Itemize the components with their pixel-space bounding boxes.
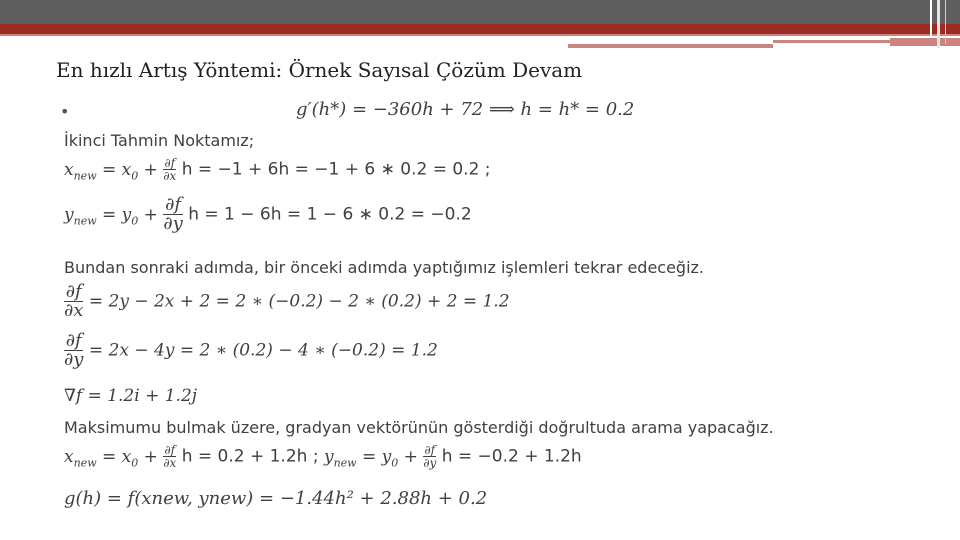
- ynew2-rhs: h = −0.2 + 1.2h: [441, 446, 582, 467]
- gradient-equation: ∇f = 1.2i + 1.2j: [64, 386, 198, 406]
- decorative-line: [937, 0, 940, 48]
- slide-title: En hızlı Artış Yöntemi: Örnek Sayısal Çözüm Devam: [56, 58, 583, 82]
- decorative-line: [945, 0, 946, 44]
- xnew-equation: $x_{new} = x_0$ + $\frac{\partial f}{\partial x}$ h = −1 + 6h = −1 + 6 ∗ 0.2 = 0.2 ;: [64, 156, 491, 183]
- xnew-ynew-equation: $x_{new} = x_0$ + $\frac{\partial f}{\partial x}$ h = 0.2 + 1.2h ; $y_{new} = y_0$ + $\frac{\partial f}{\partial y}$ h = −0.2 + 1.2h: [64, 443, 582, 470]
- dfdx-equation: $\frac{\partial f}{\partial x}$ = 2y − 2x + 2 = 2 ∗ (−0.2) − 2 ∗ (0.2) + 2 = 1.2: [64, 281, 510, 321]
- top-bar-red: [0, 24, 960, 34]
- gh-equation: g(h) = f(xnew, ynew) = −1.44h² + 2.88h + 0.2: [64, 488, 488, 509]
- second-point-heading: İkinci Tahmin Noktamız;: [64, 131, 255, 150]
- decorative-rule: [890, 38, 960, 46]
- xnew-rhs: h = −1 + 6h = −1 + 6 ∗ 0.2 = 0.2 ;: [181, 159, 491, 180]
- decorative-rule: [568, 44, 773, 48]
- top-bar-accent: [0, 34, 960, 36]
- bullet: •: [60, 102, 70, 121]
- decorative-rule: [773, 40, 890, 43]
- maximize-text: Maksimumu bulmak üzere, gradyan vektörünün gösterdiği doğrultuda arama yapacağız.: [64, 418, 774, 437]
- dfdx-rhs: = 2y − 2x + 2 = 2 ∗ (−0.2) − 2 ∗ (0.2) + 2 = 1.2: [88, 291, 510, 312]
- ynew-equation: $y_{new} = y_0$ + $\frac{\partial f}{\partial y}$ h = 1 − 6h = 1 − 6 ∗ 0.2 = −0.2: [64, 194, 472, 234]
- ynew-rhs: h = 1 − 6h = 1 − 6 ∗ 0.2 = −0.2: [188, 204, 472, 225]
- dfdy-rhs: = 2x − 4y = 2 ∗ (0.2) − 4 ∗ (−0.2) = 1.2: [88, 340, 438, 361]
- next-step-text: Bundan sonraki adımda, bir önceki adımda yaptığımız işlemleri tekrar edeceğiz.: [64, 258, 705, 277]
- top-bar-dark: [0, 0, 960, 26]
- dfdy-equation: $\frac{\partial f}{\partial y}$ = 2x − 4y = 2 ∗ (0.2) − 4 ∗ (−0.2) = 1.2: [64, 330, 438, 370]
- xnew2-rhs: h = 0.2 + 1.2h ;: [181, 446, 319, 467]
- decorative-line: [930, 0, 932, 36]
- gprime-equation: g′(h*) = −360h + 72 ⟹ h = h* = 0.2: [296, 99, 635, 120]
